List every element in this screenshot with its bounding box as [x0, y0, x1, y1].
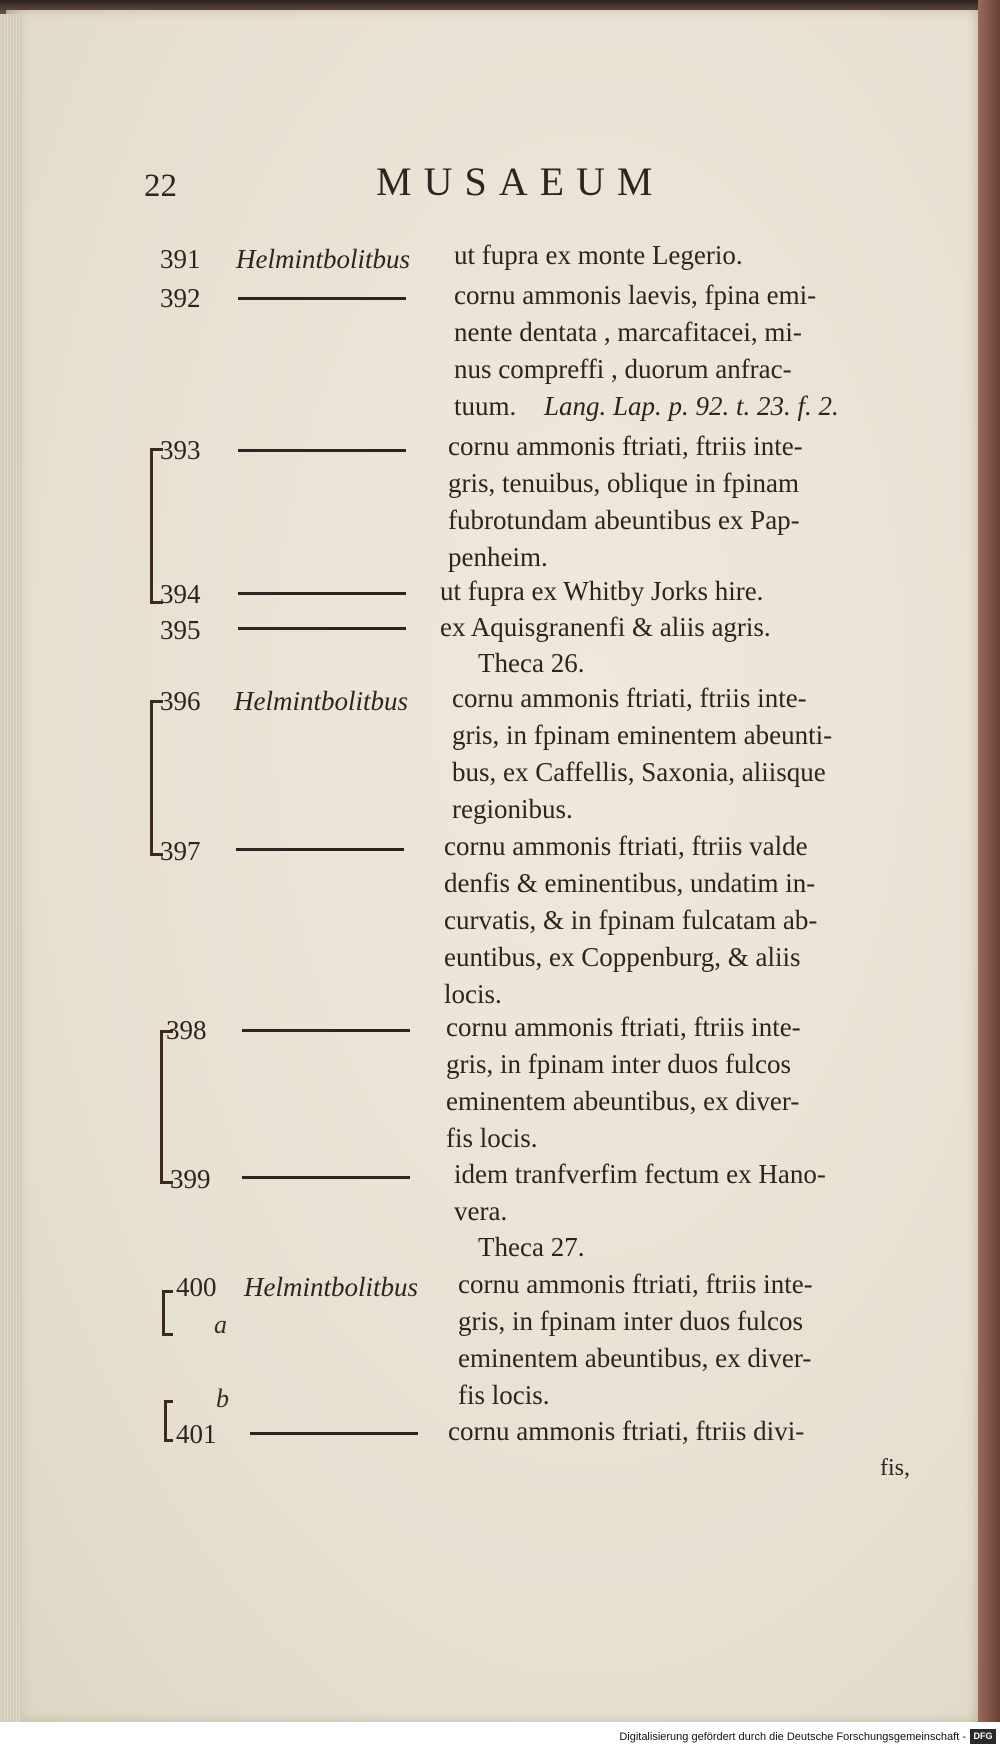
ditto-rule	[242, 1176, 410, 1179]
entry-text: eminentem abeuntibus, ex diver-	[458, 1343, 812, 1373]
handwritten-bracket	[150, 700, 163, 856]
entry-text: tuum.	[454, 391, 517, 421]
entry-text: ut fupra ex monte Legerio.	[454, 240, 743, 270]
entry-text: bus, ex Caffellis, Saxonia, aliisque	[452, 757, 826, 787]
entry-text: penheim.	[448, 542, 548, 572]
entry-text: gris, in fpinam eminentem abeunti-	[452, 720, 833, 750]
book-cover-edge	[978, 0, 1000, 1730]
entry-text: regionibus.	[452, 794, 573, 824]
entry-text: cornu ammonis ftriati, ftriis inte-	[458, 1269, 813, 1299]
entry-text: ex Aquisgranenfi & aliis agris.	[440, 612, 771, 642]
running-title: MUSAEUM	[376, 159, 665, 204]
entry-text: cornu ammonis ftriati, ftriis valde	[444, 831, 808, 861]
footer-credit: Digitalisierung gefördert durch die Deutsche Forschungsgemeinschaft -	[619, 1731, 966, 1743]
handwritten-bracket	[162, 1290, 173, 1336]
entry-number: 396	[160, 686, 201, 716]
entry-text: gris, tenuibus, oblique in fpinam	[448, 468, 799, 498]
ditto-rule	[238, 627, 406, 630]
entry-text: locis.	[444, 979, 502, 1009]
genus-name: Helmintbolitbus	[234, 686, 408, 716]
entry-number: 397	[160, 836, 201, 866]
handwritten-note: b	[216, 1384, 229, 1413]
entry-text: euntibus, ex Coppenburg, & aliis	[444, 942, 801, 972]
entry-text: vera.	[454, 1196, 508, 1226]
handwritten-bracket	[150, 448, 163, 604]
handwritten-note: a	[214, 1310, 227, 1339]
ditto-rule	[236, 848, 404, 851]
handwritten-bracket	[164, 1400, 173, 1442]
entry-text: idem tranfverfim fectum ex Hano-	[454, 1159, 826, 1189]
entry-text: gris, in fpinam inter duos fulcos	[446, 1049, 791, 1079]
entry-text: nus compreffi , duorum anfrac-	[454, 354, 792, 384]
entry-number: 398	[166, 1015, 207, 1045]
entry-text: fubrotundam abeuntibus ex Pap-	[448, 505, 800, 535]
entry-text: curvatis, & in fpinam fulcatam ab-	[444, 905, 818, 935]
page-stack-edges	[0, 14, 22, 1722]
entry-number: 395	[160, 615, 201, 645]
ditto-rule	[238, 592, 406, 595]
ditto-rule	[238, 449, 406, 452]
entry-text: fis locis.	[446, 1123, 538, 1153]
entry-text: fis locis.	[458, 1380, 550, 1410]
entry-text: cornu ammonis ftriati, ftriis inte-	[446, 1012, 801, 1042]
entry-number: 401	[176, 1419, 217, 1449]
entry-text: cornu ammonis ftriati, ftriis divi-	[448, 1416, 805, 1446]
ditto-rule	[250, 1432, 418, 1435]
dfg-logo: DFG	[970, 1729, 996, 1744]
entry-number: 392	[160, 283, 201, 313]
ditto-rule	[238, 297, 406, 300]
entry-number: 399	[170, 1164, 211, 1194]
entry-text: ut fupra ex Whitby Jorks hire.	[440, 576, 764, 606]
entry-text: cornu ammonis ftriati, ftriis inte-	[452, 683, 807, 713]
section-heading: Theca 26.	[478, 648, 585, 678]
genus-name: Helmintbolitbus	[244, 1272, 418, 1302]
entry-text: denfis & eminentibus, undatim in-	[444, 868, 816, 898]
handwritten-bracket	[160, 1030, 173, 1184]
ditto-rule	[242, 1029, 410, 1032]
entry-number: 400	[176, 1272, 217, 1302]
entry-text: cornu ammonis ftriati, ftriis inte-	[448, 431, 803, 461]
page-number: 22	[144, 168, 177, 204]
entry-number: 393	[160, 435, 201, 465]
entry-text: eminentem abeuntibus, ex diver-	[446, 1086, 800, 1116]
citation: Lang. Lap. p. 92. t. 23. f. 2.	[544, 391, 839, 421]
entry-text: nente dentata , marcafitacei, mi-	[454, 317, 802, 347]
entry-number: 394	[160, 579, 201, 609]
section-heading: Theca 27.	[478, 1232, 585, 1262]
genus-name: Helmintbolitbus	[236, 244, 410, 274]
entry-text: cornu ammonis laevis, fpina emi-	[454, 280, 817, 310]
entry-number: 391	[160, 244, 201, 274]
catchword: fis,	[880, 1455, 910, 1481]
entry-text: gris, in fpinam inter duos fulcos	[458, 1306, 803, 1336]
digitization-footer	[0, 1722, 1000, 1752]
